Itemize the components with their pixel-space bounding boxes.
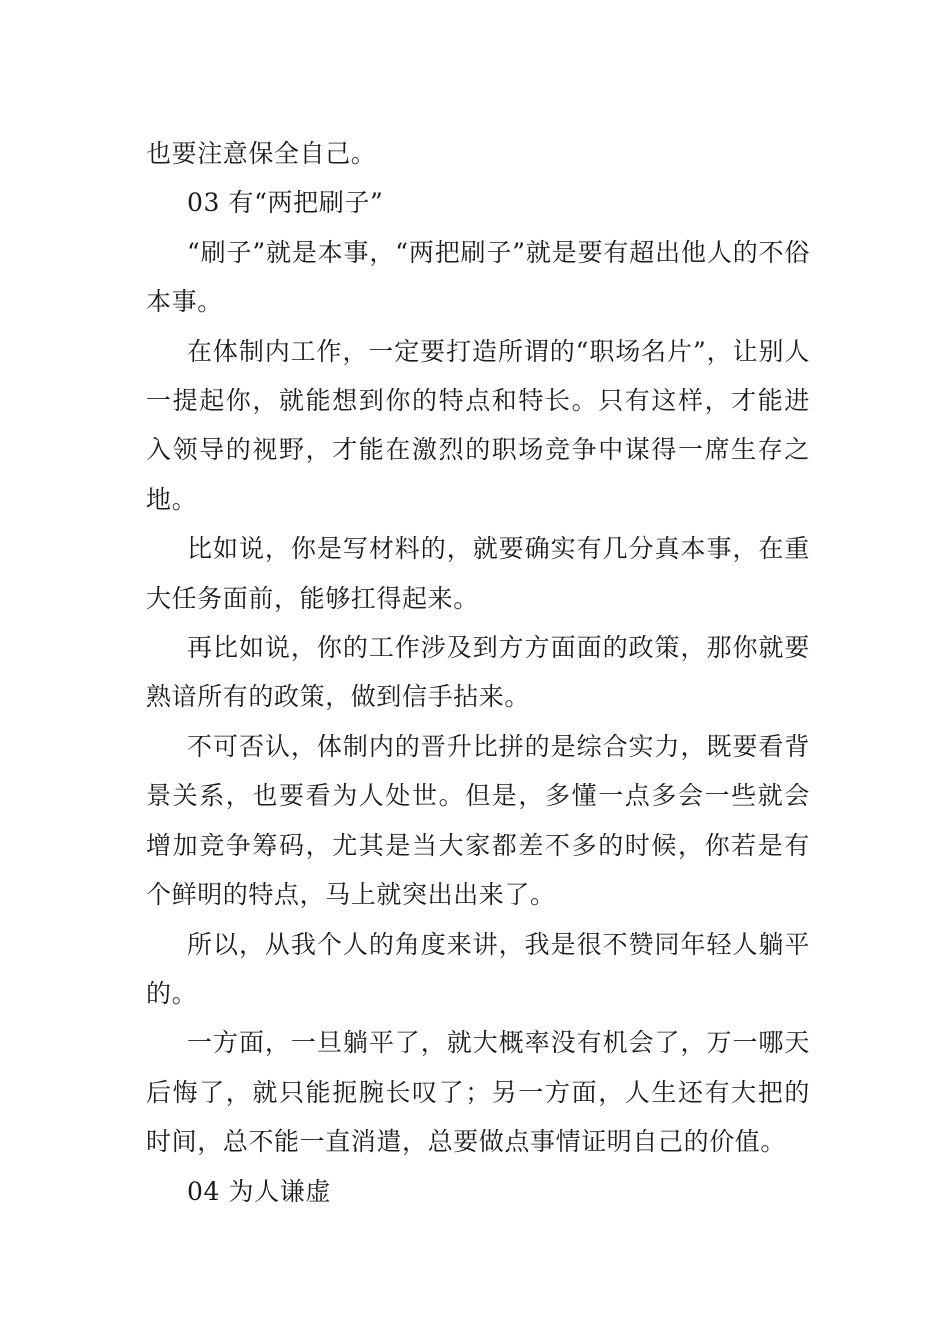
paragraph: 所以，从我个人的角度来讲，我是很不赞同年轻人躺平的。 xyxy=(146,929,810,1008)
paragraph-continuation: 也要注意保全自己。 xyxy=(146,139,377,168)
paragraph: “刷子”就是本事，“两把刷子”就是要有超出他人的不俗本事。 xyxy=(146,237,810,317)
section-heading-04: 04 为人谦虚 xyxy=(187,1176,331,1206)
paragraph: 不可否认，体制内的晋升比拼的是综合实力，既要看背景关系，也要看为人处世。但是，多懂一点多会一些就会增加竞争筹码，尤其是当大家都差不多的时候，你若是有个鲜明的特点，马上就突出出来了。 xyxy=(146,731,810,910)
paragraph: 再比如说，你的工作涉及到方方面面的政策，那你就要熟谙所有的政策，做到信手拈来。 xyxy=(146,633,810,712)
document-body xyxy=(146,129,810,1216)
paragraph: 在体制内工作，一定要打造所谓的“职场名片”，让别人一提起你，就能想到你的特点和特长。只有这样，才能进入领导的视野，才能在激烈的职场竞争中谋得一席生存之地。 xyxy=(146,336,810,514)
section-heading-03: 03 有“两把刷子” xyxy=(187,188,384,218)
paragraph: 一方面，一旦躺平了，就大概率没有机会了，万一哪天后悔了，就只能扼腕长叹了；另一方面，人生还有大把的时间，总不能一直消遣，总要做点事情证明自己的价值。 xyxy=(146,1028,810,1157)
paragraph: 比如说，你是写材料的，就要确实有几分真本事，在重大任务面前，能够扛得起来。 xyxy=(146,534,810,613)
